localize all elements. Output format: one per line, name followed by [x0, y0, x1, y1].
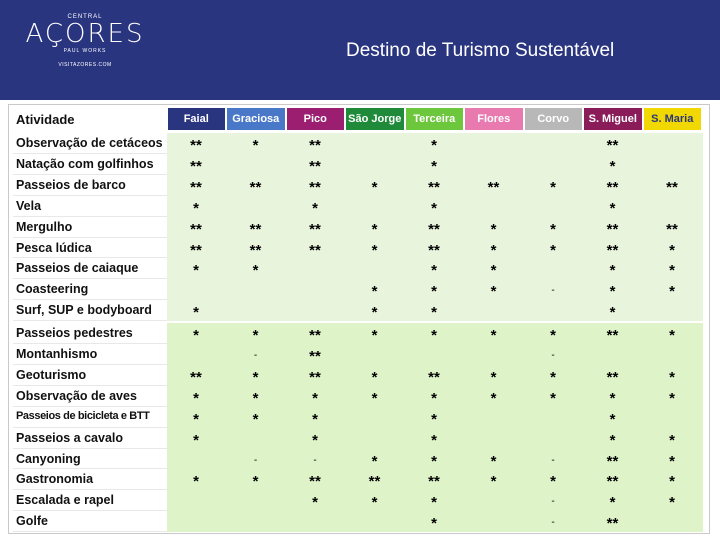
rating-mark: - [313, 454, 317, 466]
rating-mark: * [490, 327, 497, 345]
activity-label: Golfe [16, 514, 48, 529]
rating-mark: * [431, 262, 437, 280]
row-divider [13, 153, 167, 154]
logo-brand-name: AÇORES [25, 19, 145, 49]
logo-tagline-bottom: PAUL WORKS [63, 48, 107, 54]
logo-tagline-top: CENTRAL [67, 14, 103, 20]
rating-mark: ** [190, 157, 202, 175]
island-header-corvo: Corvo [525, 108, 583, 130]
rating-mark: * [669, 262, 675, 280]
rating-mark: ** [190, 368, 202, 386]
rating-mark: * [669, 389, 675, 407]
rating-mark: * [550, 389, 556, 407]
rating-mark: * [669, 494, 675, 512]
activity-label: Surf, SUP e bodyboard [16, 303, 152, 318]
activity-label: Vela [16, 198, 42, 213]
rating-mark: * [431, 304, 437, 322]
rating-mark: * [431, 431, 437, 449]
rating-mark: - [551, 285, 555, 297]
rating-mark: ** [309, 327, 321, 345]
rating-mark: * [669, 327, 675, 345]
rating-mark: ** [606, 515, 619, 533]
activity-label: Coasteering [16, 282, 89, 297]
rating-mark: ** [368, 473, 381, 491]
rating-mark: * [193, 327, 199, 345]
row-divider [13, 406, 167, 407]
rating-mark: ** [249, 220, 262, 238]
rating-mark: ** [428, 473, 440, 491]
rating-mark: * [371, 368, 378, 386]
rating-mark: - [551, 350, 555, 361]
title-banner [0, 0, 720, 100]
rating-mark: * [312, 389, 318, 407]
rating-mark: - [551, 496, 555, 508]
activity-label: Passeios de barco [16, 177, 126, 192]
rating-mark: ** [190, 220, 202, 238]
rating-mark: * [490, 262, 497, 280]
rating-mark: ** [309, 241, 321, 259]
row-divider [13, 427, 167, 428]
rating-mark: - [253, 350, 258, 361]
island-header-flores: Flores [465, 108, 523, 130]
rating-mark: * [252, 137, 259, 154]
row-divider [13, 343, 167, 344]
rating-mark: * [490, 283, 497, 301]
rating-mark: * [609, 431, 616, 449]
rating-mark: * [669, 368, 675, 386]
rating-mark: * [252, 327, 259, 345]
rating-mark: * [609, 157, 616, 175]
activity-label: Pesca lúdica [16, 240, 92, 255]
row-divider [13, 257, 167, 258]
rating-mark: * [371, 494, 378, 512]
rating-mark: ** [606, 327, 619, 345]
rating-mark: * [371, 220, 378, 238]
rating-mark: * [312, 431, 318, 449]
rating-mark: * [431, 283, 437, 301]
island-header-faial: Faial [168, 108, 226, 130]
rating-mark: * [490, 241, 497, 259]
rating-mark: * [371, 304, 378, 322]
rating-mark: ** [428, 368, 440, 386]
row-divider [13, 531, 167, 532]
activity-label: Natação com golfinhos [16, 156, 154, 171]
rating-mark: ** [309, 348, 321, 365]
slide-title: Destino de Turismo Sustentável [346, 40, 615, 61]
row-divider [13, 237, 167, 238]
rating-mark: * [609, 410, 616, 428]
rating-mark: * [371, 178, 378, 196]
rating-mark: * [609, 262, 616, 280]
rating-mark: * [669, 431, 675, 449]
rating-mark: * [431, 452, 437, 470]
rating-mark: * [490, 473, 497, 491]
island-header-pico: Pico [287, 108, 345, 130]
rating-mark: * [550, 241, 556, 259]
rating-mark: * [669, 241, 675, 259]
rating-mark: ** [190, 178, 202, 196]
rating-mark: * [490, 368, 497, 386]
rating-mark: * [312, 410, 318, 428]
island-header-terceira: Terceira [406, 108, 464, 130]
rating-mark: * [431, 137, 437, 154]
rating-mark: * [609, 389, 616, 407]
rating-mark: * [609, 283, 616, 301]
activity-table [8, 104, 710, 534]
island-header-graciosa: Graciosa [227, 108, 285, 130]
activity-label: Mergulho [16, 219, 73, 234]
row-divider [13, 299, 167, 300]
rating-mark: ** [428, 241, 440, 259]
rating-mark: * [431, 389, 437, 407]
rating-mark: ** [190, 137, 202, 154]
activity-label: Gastronomia [16, 472, 94, 487]
rating-mark: ** [309, 137, 321, 154]
row-divider [13, 320, 167, 321]
rating-mark: * [669, 452, 675, 470]
row-divider [13, 195, 167, 196]
rating-mark: * [431, 410, 437, 428]
rating-mark: ** [428, 220, 440, 238]
row-divider [13, 364, 167, 365]
rating-mark: - [253, 454, 258, 466]
activity-label: Escalada e rapel [16, 493, 114, 508]
activity-label: Geoturismo [16, 367, 87, 382]
island-header-s-maria: S. Maria [644, 108, 702, 130]
rating-mark: * [609, 494, 616, 512]
rating-mark: * [609, 199, 616, 217]
row-divider [13, 489, 167, 490]
activity-label: Passeios de bicicleta e BTT [16, 409, 150, 422]
rating-mark: ** [309, 473, 321, 491]
rating-mark: ** [309, 157, 321, 175]
rating-mark: ** [428, 178, 440, 196]
rating-mark: ** [606, 241, 619, 259]
rating-mark: * [490, 452, 497, 470]
rating-mark: * [193, 304, 199, 322]
rating-mark: * [490, 389, 497, 407]
rating-mark: * [550, 220, 556, 238]
azores-logo [20, 12, 150, 88]
activity-label: Observação de cetáceos [16, 136, 163, 150]
rating-mark: ** [309, 220, 321, 238]
activity-label: Passeios de caiaque [16, 261, 139, 276]
rating-mark: * [431, 199, 437, 217]
rating-mark: ** [309, 368, 321, 386]
row-divider [13, 174, 167, 175]
activity-column-header: Atividade [16, 112, 75, 127]
rating-mark: ** [666, 220, 678, 238]
rating-mark: * [669, 473, 675, 491]
rating-mark: * [550, 327, 556, 345]
rating-mark: ** [606, 137, 619, 154]
activity-label: Passeios a cavalo [16, 430, 124, 445]
rating-mark: * [193, 410, 199, 428]
rating-mark: * [550, 473, 556, 491]
rating-mark: * [312, 199, 318, 217]
rating-mark: ** [606, 473, 619, 491]
rating-mark: * [252, 389, 259, 407]
rating-mark: * [312, 494, 318, 512]
rating-mark: * [371, 241, 378, 259]
row-divider [13, 510, 167, 511]
rating-mark: - [551, 517, 555, 529]
rating-mark: * [371, 283, 378, 301]
rating-mark: * [252, 368, 259, 386]
island-header-s-o-jorge: São Jorge [346, 108, 404, 130]
row-divider [13, 385, 167, 386]
rating-mark: ** [249, 178, 262, 196]
rating-mark: * [431, 327, 437, 345]
activity-label: Montanhismo [16, 347, 98, 361]
rating-mark: * [193, 262, 199, 280]
row-divider [13, 216, 167, 217]
rating-mark: * [193, 473, 199, 491]
row-divider [13, 468, 167, 469]
rating-mark: * [431, 157, 437, 175]
rating-mark: * [431, 494, 437, 512]
rating-mark: - [551, 454, 555, 466]
island-header-s-miguel: S. Miguel [584, 108, 642, 130]
rating-mark: ** [190, 241, 202, 259]
rating-mark: ** [606, 368, 619, 386]
rating-mark: * [550, 178, 556, 196]
rating-mark: * [252, 262, 259, 280]
rating-mark: ** [666, 178, 678, 196]
rating-mark: * [550, 368, 556, 386]
activity-label: Canyoning [16, 451, 81, 466]
rating-mark: * [371, 327, 378, 345]
rating-mark: * [371, 389, 378, 407]
activity-label: Passeios pedestres [16, 326, 133, 341]
rating-mark: ** [606, 220, 619, 238]
rating-mark: * [371, 452, 378, 470]
rating-mark: * [193, 199, 199, 217]
rating-mark: * [609, 304, 616, 322]
rating-mark: ** [249, 241, 262, 259]
rating-mark: ** [606, 452, 619, 470]
rating-mark: ** [606, 178, 619, 196]
rating-mark: * [669, 283, 675, 301]
rating-mark: * [252, 410, 259, 428]
rating-mark: * [490, 220, 497, 238]
rating-mark: * [193, 389, 199, 407]
activity-label: Observação de aves [16, 388, 137, 403]
rating-mark: * [252, 473, 259, 491]
rating-mark: * [431, 515, 437, 533]
rating-mark: ** [487, 178, 500, 196]
logo-url: VISITAZORES.COM [58, 62, 112, 68]
rating-mark: * [193, 431, 199, 449]
rating-mark: ** [309, 178, 321, 196]
row-divider [13, 448, 167, 449]
row-divider [13, 278, 167, 279]
